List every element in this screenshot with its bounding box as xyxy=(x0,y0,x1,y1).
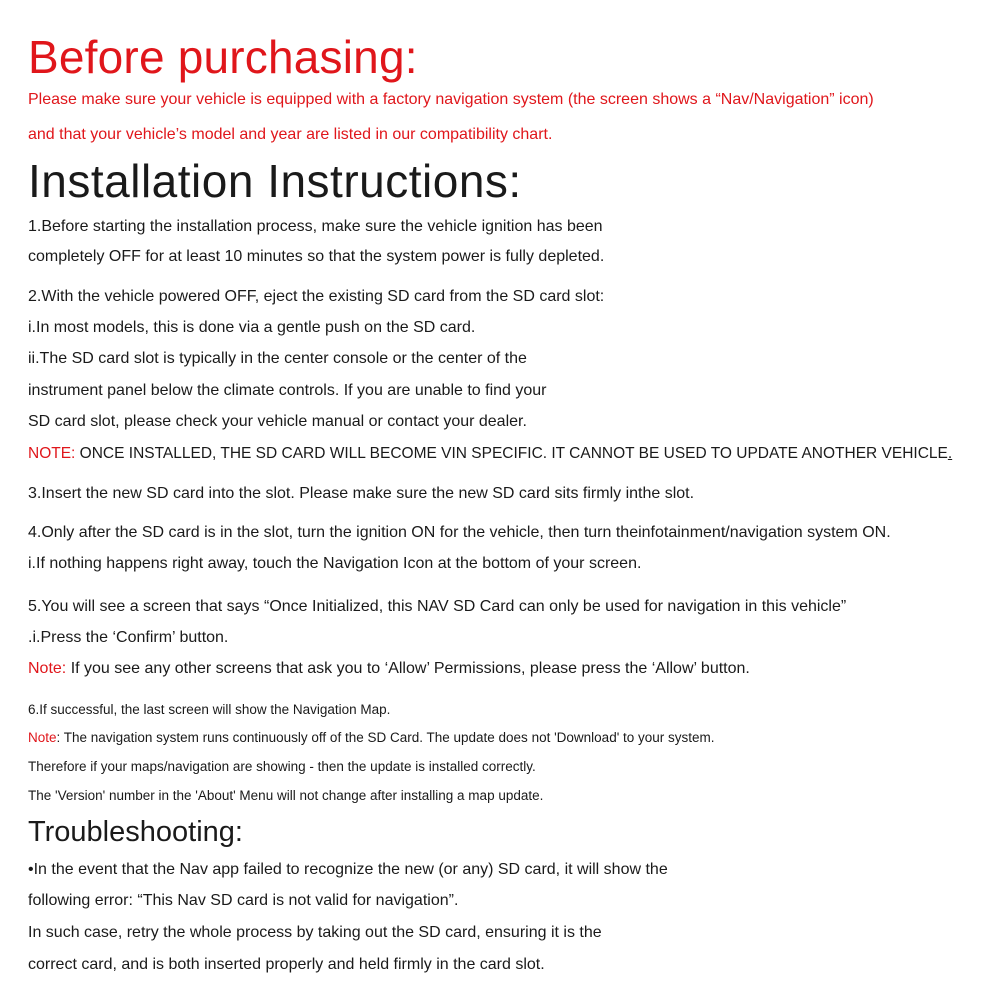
step-5-line: 5.You will see a screen that says “Once Initialized, this NAV SD Card can only be used for navigation in this vehicle” xyxy=(28,598,847,615)
troubleshooting-line-4: correct card, and is both inserted properly and held firmly in the card slot. xyxy=(28,956,545,973)
installation-heading: Installation Instructions: xyxy=(28,155,522,207)
note-vin-text: ONCE INSTALLED, THE SD CARD WILL BECOME VIN SPECIFIC. IT CANNOT BE USED TO UPDATE ANOTHER VEHICLE xyxy=(75,445,948,462)
step-2-i-line: i.In most models, this is done via a gentle push on the SD card. xyxy=(28,319,476,336)
step-6-line-3: The 'Version' number in the 'About' Menu will not change after installing a map update. xyxy=(28,788,544,803)
step-6-line-2: Therefore if your maps/navigation are showing - then the update is installed correctly. xyxy=(28,759,536,774)
step-2-ii-line-2: instrument panel below the climate controls. If you are unable to find your xyxy=(28,382,547,399)
note-label: Note xyxy=(28,730,57,745)
step-2-line: 2.With the vehicle powered OFF, eject the existing SD card from the SD card slot: xyxy=(28,288,605,305)
note-allow-text: If you see any other screens that ask you to ‘Allow’ Permissions, please press the ‘Allow’ button. xyxy=(66,660,750,677)
note-sd-text: : The navigation system runs continuously off of the SD Card. The update does not 'Download' to your system. xyxy=(56,730,715,745)
step-1-line-2: completely OFF for at least 10 minutes so that the system power is fully depleted. xyxy=(28,248,605,265)
note-sd-card-continuous xyxy=(28,731,715,745)
troubleshooting-line-2: following error: “This Nav SD card is not valid for navigation”. xyxy=(28,892,459,909)
before-purchasing-line-2: and that your vehicle’s model and year are listed in our compatibility chart. xyxy=(28,126,553,143)
note-label: Note: xyxy=(28,660,67,677)
note-allow-permissions xyxy=(28,661,750,677)
note-vin-period: . xyxy=(947,445,953,462)
step-2-ii-line-1: ii.The SD card slot is typically in the center console or the center of the xyxy=(28,350,527,367)
step-4-line: 4.Only after the SD card is in the slot, turn the ignition ON for the vehicle, then turn theinfotainment/navigation system ON. xyxy=(28,524,891,541)
step-5-i-line: .i.Press the ‘Confirm’ button. xyxy=(28,629,229,646)
before-purchasing-line-1: Please make sure your vehicle is equipped with a factory navigation system (the screen shows a “Nav/Navigation” icon) xyxy=(28,91,874,108)
note-label: NOTE: xyxy=(28,445,76,462)
step-1-line-1: 1.Before starting the installation process, make sure the vehicle ignition has been xyxy=(28,218,603,235)
troubleshooting-line-1: •In the event that the Nav app failed to recognize the new (or any) SD card, it will show the xyxy=(28,861,668,878)
step-2-ii-line-3: SD card slot, please check your vehicle manual or contact your dealer. xyxy=(28,413,527,430)
step-6-line: 6.If successful, the last screen will show the Navigation Map. xyxy=(28,702,391,717)
note-vin-specific xyxy=(28,446,952,462)
troubleshooting-heading: Troubleshooting: xyxy=(28,816,243,848)
troubleshooting-line-3: In such case, retry the whole process by taking out the SD card, ensuring it is the xyxy=(28,924,602,941)
step-4-i-line: i.If nothing happens right away, touch the Navigation Icon at the bottom of your screen. xyxy=(28,555,642,572)
step-3-line: 3.Insert the new SD card into the slot. Please make sure the new SD card sits firmly inthe slot. xyxy=(28,485,695,502)
before-purchasing-heading: Before purchasing: xyxy=(28,31,418,83)
